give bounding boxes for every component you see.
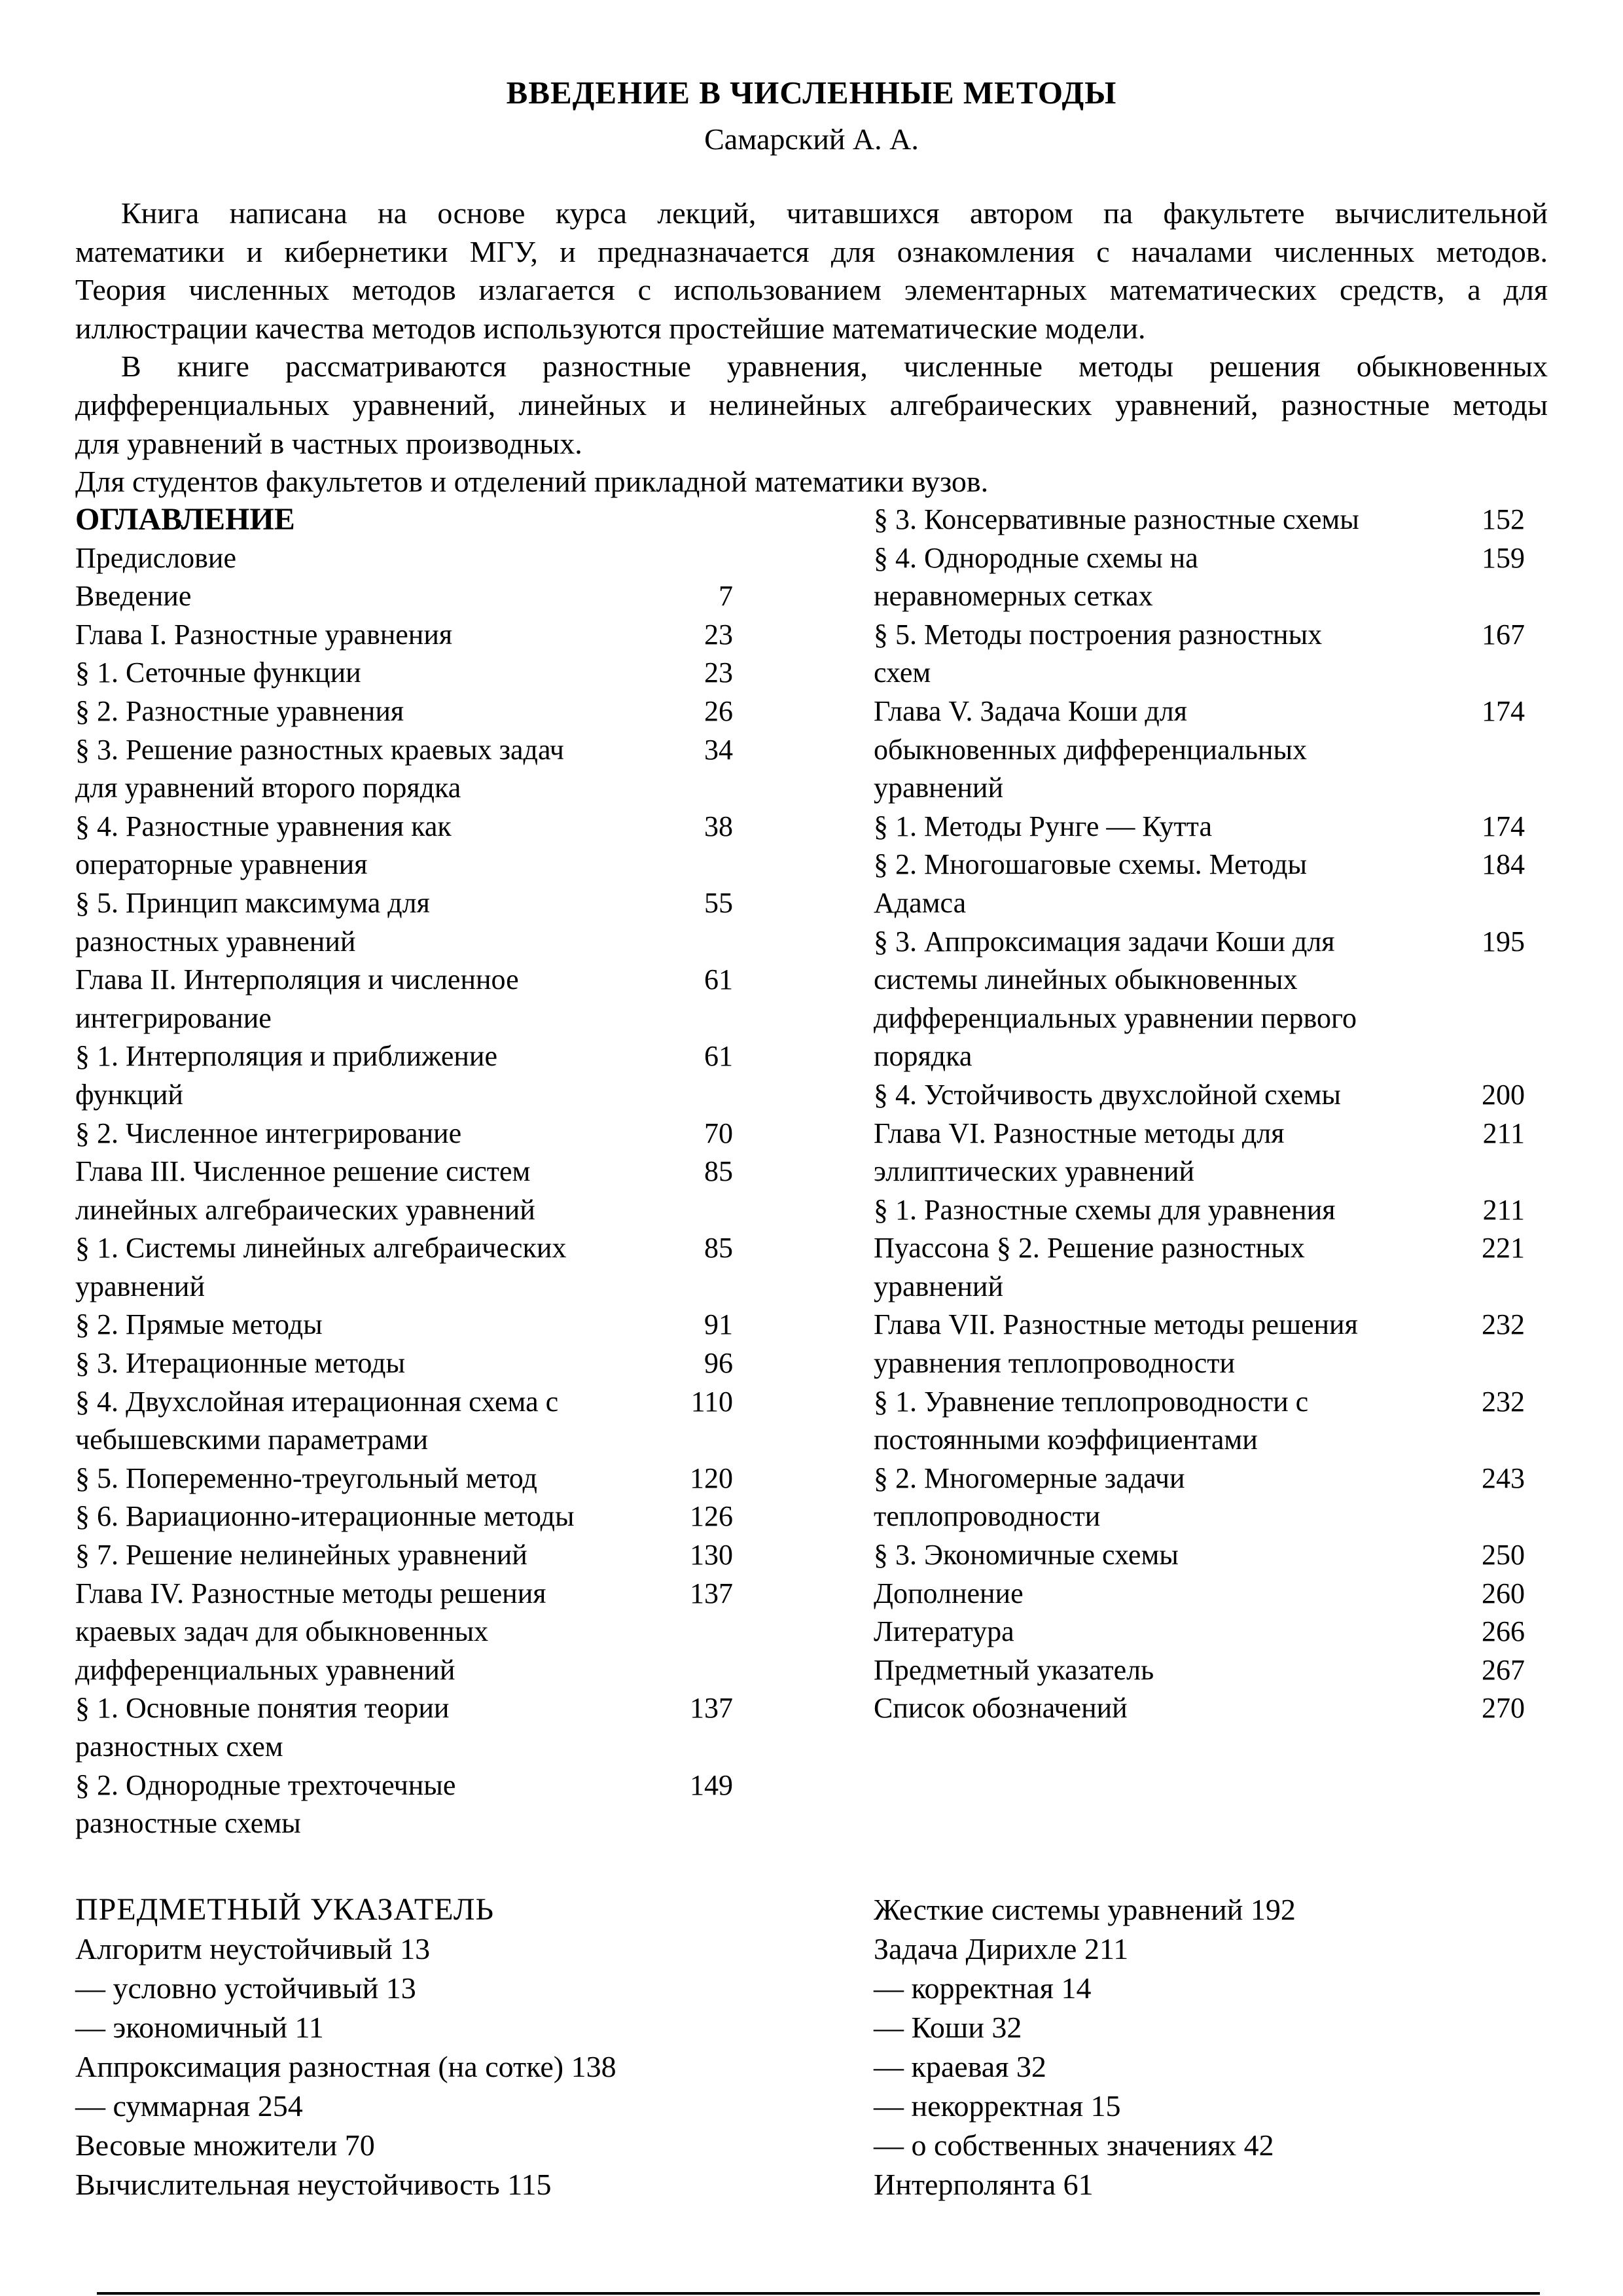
toc-entry-label: § 7. Решение нелинейных уравнений	[75, 1539, 527, 1571]
index-row: — экономичный 11	[75, 2011, 324, 2044]
toc-entry-page	[641, 501, 733, 539]
toc-entry-label: для уравнений второго порядка	[75, 772, 461, 804]
annotation-block	[75, 194, 1548, 501]
toc-entry-page: 85	[704, 1155, 733, 1188]
toc-row	[75, 846, 733, 884]
toc-entry-label: дифференциальных уравнений	[75, 1653, 455, 1686]
toc-row	[75, 654, 733, 692]
annotation-paragraph-3	[75, 463, 1548, 501]
paragraph-line: дифференциальных уравнений, линейных и нелинейных алгебраических уравнений, разностные методы	[75, 387, 1548, 422]
index-row: Интерполянта 61	[874, 2168, 1094, 2201]
toc-entry-page	[641, 1421, 733, 1460]
toc-entry-label: § 1. Системы линейных алгебраических	[75, 1232, 567, 1265]
toc-row	[75, 1536, 733, 1575]
toc-heading-row	[75, 501, 733, 539]
toc-entry-label: теплопроводности	[874, 1500, 1101, 1533]
toc-entry-page	[641, 1191, 733, 1230]
toc-entry-page	[641, 999, 733, 1038]
page-bottom-scan-line	[97, 2292, 1540, 2295]
toc-entry-label: Глава III. Численное решение систем	[75, 1155, 531, 1188]
book-title: ВВЕДЕНИЕ В ЧИСЛЕННЫЕ МЕТОДЫ	[506, 75, 1117, 111]
toc-row	[75, 1804, 733, 1843]
toc-entry-label: Глава IV. Разностные методы решения	[75, 1577, 546, 1609]
toc-entry-label: § 4. Двухслойная итерационная схема с	[75, 1385, 559, 1418]
toc-entry-label: операторные уравнения	[75, 848, 368, 881]
toc-row	[874, 1536, 1525, 1575]
toc-entry-page: 26	[704, 694, 733, 727]
toc-entry-label: § 5. Принцип максимума для	[75, 886, 430, 919]
toc-entry-label: Пуассона § 2. Решение разностных	[874, 1232, 1305, 1265]
toc-entry-page	[1433, 1037, 1525, 1076]
toc-entry-page	[641, 1804, 733, 1843]
toc-entry-label: интегрирование	[75, 1001, 272, 1034]
toc-entry-page	[641, 1076, 733, 1115]
toc-row	[75, 808, 733, 846]
toc-row	[874, 884, 1525, 923]
toc-row	[874, 846, 1525, 884]
toc-entry-page: 149	[690, 1768, 733, 1801]
index-row: Алгоритм неустойчивый 13	[75, 1932, 431, 1965]
toc-entry-label: § 2. Многомерные задачи	[874, 1462, 1185, 1494]
annotation-paragraph-2	[75, 348, 1548, 463]
toc-entry-page	[1433, 884, 1525, 923]
toc-row	[874, 1153, 1525, 1191]
toc-row	[874, 539, 1525, 578]
toc-entry-label: схем	[874, 656, 931, 689]
toc-entry-page	[1433, 577, 1525, 616]
toc-entry-label: разностные схемы	[75, 1807, 301, 1840]
toc-entry-label: постоянными коэффициентами	[874, 1424, 1258, 1456]
toc-row	[874, 923, 1525, 961]
toc-entry-label: Введение	[75, 580, 192, 613]
toc-row	[874, 616, 1525, 655]
toc-entry-label: § 1. Сеточные функции	[75, 656, 361, 689]
toc-row	[874, 999, 1525, 1038]
toc-entry-page: 211	[1482, 1117, 1525, 1149]
toc-entry-page	[641, 1728, 733, 1767]
toc-entry-page	[641, 539, 733, 578]
toc-entry-label: функций	[75, 1078, 183, 1111]
toc-row	[75, 1153, 733, 1191]
index-row: — корректная 14	[874, 1971, 1092, 2005]
toc-entry-label: Предметный указатель	[874, 1653, 1154, 1686]
toc-row	[874, 961, 1525, 999]
toc-entry-page: 61	[704, 963, 733, 996]
paragraph-line: для уравнений в частных производных.	[75, 426, 582, 460]
index-row: Вычислительная неустойчивость 115	[75, 2168, 552, 2201]
toc-row	[75, 1268, 733, 1306]
toc-entry-page: 7	[719, 580, 733, 613]
toc-entry-label: Адамса	[874, 886, 967, 919]
toc-row	[874, 1460, 1525, 1498]
toc-entry-label: Глава II. Интерполяция и численное	[75, 963, 519, 996]
toc-entry-page: 232	[1482, 1308, 1525, 1341]
toc-entry-label: системы линейных обыкновенных	[874, 963, 1298, 996]
toc-entry-label: уравнений	[75, 1270, 205, 1302]
toc-entry-page	[1433, 654, 1525, 692]
toc-entry-label: разностных уравнений	[75, 925, 356, 958]
toc-entry-label: § 2. Однородные трехточечные	[75, 1768, 456, 1801]
toc-entry-page	[641, 846, 733, 884]
toc-entry-page	[1433, 1344, 1525, 1383]
toc-entry-page: 38	[704, 810, 733, 842]
toc-row	[874, 654, 1525, 692]
toc-row	[874, 1613, 1525, 1651]
subject-index-heading: ПРЕДМЕТНЫЙ УКАЗАТЕЛЬ	[75, 1892, 495, 1927]
paragraph-line: Книга написана на основе курса лекций, читавшихся автором па факультете вычислительной	[121, 196, 1548, 230]
toc-entry-label: § 2. Численное интегрирование	[75, 1117, 462, 1149]
toc-entry-page: 130	[690, 1539, 733, 1571]
toc-row	[75, 961, 733, 999]
toc-entry-page	[1433, 999, 1525, 1038]
toc-entry-page: 260	[1482, 1577, 1525, 1609]
toc-row	[75, 1728, 733, 1767]
toc-row	[75, 1344, 733, 1383]
toc-row	[75, 616, 733, 655]
paragraph-line: В книге рассматриваются разностные уравнения, численные методы решения обыкновенных	[121, 350, 1548, 384]
toc-entry-label: уравнений	[874, 1270, 1004, 1302]
toc-row	[874, 1498, 1525, 1536]
toc-entry-page: 250	[1482, 1539, 1525, 1571]
toc-row	[874, 577, 1525, 616]
index-row: — некорректная 15	[874, 2089, 1121, 2123]
toc-row	[75, 1575, 733, 1613]
toc-row	[874, 1037, 1525, 1076]
toc-entry-label: Глава V. Задача Коши для	[874, 694, 1187, 727]
toc-entry-page: 126	[690, 1500, 733, 1533]
toc-entry-page: 91	[704, 1308, 733, 1341]
toc-entry-page	[641, 769, 733, 808]
toc-row	[75, 769, 733, 808]
toc-column-left	[75, 501, 733, 1843]
toc-entry-label: § 6. Вариационно-итерационные методы	[75, 1500, 575, 1533]
toc-entry-label: Глава VII. Разностные методы решения	[874, 1308, 1358, 1341]
toc-entry-page: 152	[1482, 503, 1525, 535]
toc-row	[75, 1613, 733, 1651]
toc-entry-page: 200	[1482, 1078, 1525, 1111]
toc-entry-label: § 3. Решение разностных краевых задач	[75, 733, 564, 766]
toc-entry-label: Список обозначений	[874, 1692, 1128, 1725]
toc-entry-page: 184	[1482, 848, 1525, 881]
toc-row	[75, 539, 733, 578]
annotation-paragraph-1	[75, 194, 1548, 348]
toc-entry-label: Предисловие	[75, 541, 236, 574]
toc-entry-label: чебышевскими параметрами	[75, 1424, 429, 1456]
toc-row	[874, 1344, 1525, 1383]
toc-entry-page: 23	[704, 656, 733, 689]
toc-row	[874, 808, 1525, 846]
toc-entry-page	[1433, 769, 1525, 808]
toc-entry-label: § 1. Методы Рунге — Кутта	[874, 810, 1212, 842]
toc-entry-page	[1433, 1421, 1525, 1460]
toc-entry-label: уравнений	[874, 772, 1004, 804]
toc-entry-page: 266	[1482, 1615, 1525, 1648]
index-row: — краевая 32	[874, 2050, 1046, 2083]
toc-entry-page: 270	[1482, 1692, 1525, 1725]
toc-entry-label: § 5. Попеременно-треугольный метод	[75, 1462, 537, 1494]
index-row: — Коши 32	[874, 2011, 1022, 2044]
toc-entry-label: краевых задач для обыкновенных	[75, 1615, 489, 1648]
index-row: — о собственных значениях 42	[874, 2128, 1274, 2162]
toc-entry-page: 174	[1482, 810, 1525, 842]
toc-row	[75, 1037, 733, 1076]
toc-entry-page: 120	[690, 1462, 733, 1494]
toc-entry-page: 243	[1482, 1462, 1525, 1494]
toc-entry-label: § 2. Разностные уравнения	[75, 694, 404, 727]
toc-entry-page: 232	[1482, 1385, 1525, 1418]
toc-entry-page: 23	[704, 618, 733, 651]
toc-entry-label: § 2. Прямые методы	[75, 1308, 323, 1341]
paragraph-line: математики и кибернетики МГУ, и предназначается для ознакомления с началами численных методов.	[75, 234, 1548, 268]
toc-entry-page: 159	[1482, 541, 1525, 574]
toc-entry-page: 96	[704, 1347, 733, 1380]
toc-row	[75, 1115, 733, 1153]
toc-row	[75, 1383, 733, 1422]
toc-entry-page: 137	[690, 1577, 733, 1609]
toc-entry-label: § 3. Консервативные разностные схемы	[874, 503, 1359, 535]
toc-entry-page	[641, 923, 733, 961]
toc-entry-page	[1433, 1268, 1525, 1306]
toc-row	[874, 1076, 1525, 1115]
toc-entry-page	[641, 1613, 733, 1651]
toc-entry-label: § 1. Разностные схемы для уравнения	[874, 1193, 1336, 1226]
toc-row	[75, 1498, 733, 1536]
toc-row	[874, 1575, 1525, 1613]
toc-row	[75, 1229, 733, 1268]
toc-entry-page	[641, 1268, 733, 1306]
toc-entry-page	[1433, 1153, 1525, 1191]
toc-row	[75, 1076, 733, 1115]
toc-entry-label: разностных схем	[75, 1731, 283, 1763]
toc-entry-page: 55	[704, 886, 733, 919]
toc-entry-label: § 1. Основные понятия теории	[75, 1692, 450, 1725]
toc-entry-page	[1433, 961, 1525, 999]
toc-row	[75, 731, 733, 770]
toc-row	[75, 1191, 733, 1230]
toc-entry-label: обыкновенных дифференциальных	[874, 733, 1308, 766]
toc-entry-page: 211	[1482, 1193, 1525, 1226]
toc-entry-page: 221	[1482, 1232, 1525, 1265]
toc-entry-label: § 4. Разностные уравнения как	[75, 810, 452, 842]
toc-entry-label: порядка	[874, 1040, 972, 1073]
toc-entry-label: эллиптических уравнений	[874, 1155, 1195, 1188]
paragraph-line: иллюстрации качества методов используются простейшие математические модели.	[75, 311, 1146, 345]
toc-row	[874, 1421, 1525, 1460]
toc-row	[75, 692, 733, 731]
toc-row	[874, 1651, 1525, 1690]
toc-entry-page: 61	[704, 1040, 733, 1073]
toc-entry-label: Глава I. Разностные уравнения	[75, 618, 453, 651]
toc-row	[75, 1421, 733, 1460]
toc-entry-label: § 5. Методы построения разностных	[874, 618, 1323, 651]
toc-row	[75, 577, 733, 616]
toc-row	[75, 1306, 733, 1344]
toc-entry-page: 167	[1482, 618, 1525, 651]
toc-column-right	[874, 501, 1525, 1728]
index-row: — условно устойчивый 13	[75, 1971, 416, 2005]
toc-entry-label: ОГЛАВЛЕНИЕ	[75, 502, 295, 537]
index-row: Аппроксимация разностная (на сотке) 138	[75, 2050, 616, 2083]
toc-row	[874, 501, 1525, 539]
subject-index-column-left	[75, 1890, 828, 2204]
toc-row	[75, 1689, 733, 1728]
toc-row	[874, 731, 1525, 770]
toc-entry-page: 85	[704, 1232, 733, 1265]
toc-row	[874, 692, 1525, 731]
toc-entry-label: § 1. Уравнение теплопроводности с	[874, 1385, 1309, 1418]
toc-entry-label: Глава VI. Разностные методы для	[874, 1117, 1285, 1149]
paragraph-line: Теория численных методов излагается с использованием элементарных математических средств, а для	[75, 273, 1548, 307]
toc-row	[75, 1767, 733, 1805]
toc-entry-label: § 3. Аппроксимация задачи Коши для	[874, 925, 1335, 958]
toc-entry-label: линейных алгебраических уравнений	[75, 1193, 535, 1226]
toc-entry-label: неравномерных сетках	[874, 580, 1153, 613]
toc-entry-page: 267	[1482, 1653, 1525, 1686]
toc-entry-label: § 3. Итерационные методы	[75, 1347, 406, 1380]
toc-entry-page: 174	[1482, 694, 1525, 727]
index-row: — суммарная 254	[75, 2089, 303, 2123]
subject-index-column-right	[874, 1890, 1594, 2204]
toc-entry-page	[641, 1651, 733, 1690]
toc-entry-label: Литература	[874, 1615, 1014, 1648]
index-row: Задача Дирихле 211	[874, 1932, 1129, 1965]
toc-entry-label: уравнения теплопроводности	[874, 1347, 1236, 1380]
paragraph-line: Для студентов факультетов и отделений прикладной математики вузов.	[75, 465, 989, 499]
book-author: Самарский А. А.	[704, 122, 919, 156]
toc-entry-label: § 3. Экономичные схемы	[874, 1539, 1179, 1571]
toc-entry-page: 70	[704, 1117, 733, 1149]
toc-entry-page: 137	[690, 1692, 733, 1725]
toc-entry-label: дифференциальных уравнении первого	[874, 1001, 1357, 1034]
toc-row	[874, 1229, 1525, 1268]
toc-row	[874, 1191, 1525, 1230]
toc-entry-label: § 4. Однородные схемы на	[874, 541, 1198, 574]
toc-entry-page	[1433, 1498, 1525, 1536]
toc-row	[75, 1460, 733, 1498]
toc-entry-label: § 1. Интерполяция и приближение	[75, 1040, 497, 1073]
toc-row	[874, 1689, 1525, 1728]
toc-row	[874, 1268, 1525, 1306]
index-row: Жесткие системы уравнений 192	[874, 1893, 1296, 1926]
toc-row	[75, 1651, 733, 1690]
toc-row	[75, 999, 733, 1038]
toc-entry-page: 110	[690, 1385, 733, 1418]
toc-entry-label: Дополнение	[874, 1577, 1024, 1609]
toc-row	[75, 884, 733, 923]
toc-row	[874, 1306, 1525, 1344]
toc-row	[874, 769, 1525, 808]
toc-entry-label: § 4. Устойчивость двухслойной схемы	[874, 1078, 1341, 1111]
toc-row	[874, 1383, 1525, 1422]
toc-row	[75, 923, 733, 961]
toc-entry-page: 34	[704, 733, 733, 766]
toc-entry-label: § 2. Многошаговые схемы. Методы	[874, 848, 1308, 881]
toc-entry-page: 195	[1482, 925, 1525, 958]
toc-row	[874, 1115, 1525, 1153]
index-row: Весовые множители 70	[75, 2128, 375, 2162]
toc-entry-page	[1433, 731, 1525, 770]
